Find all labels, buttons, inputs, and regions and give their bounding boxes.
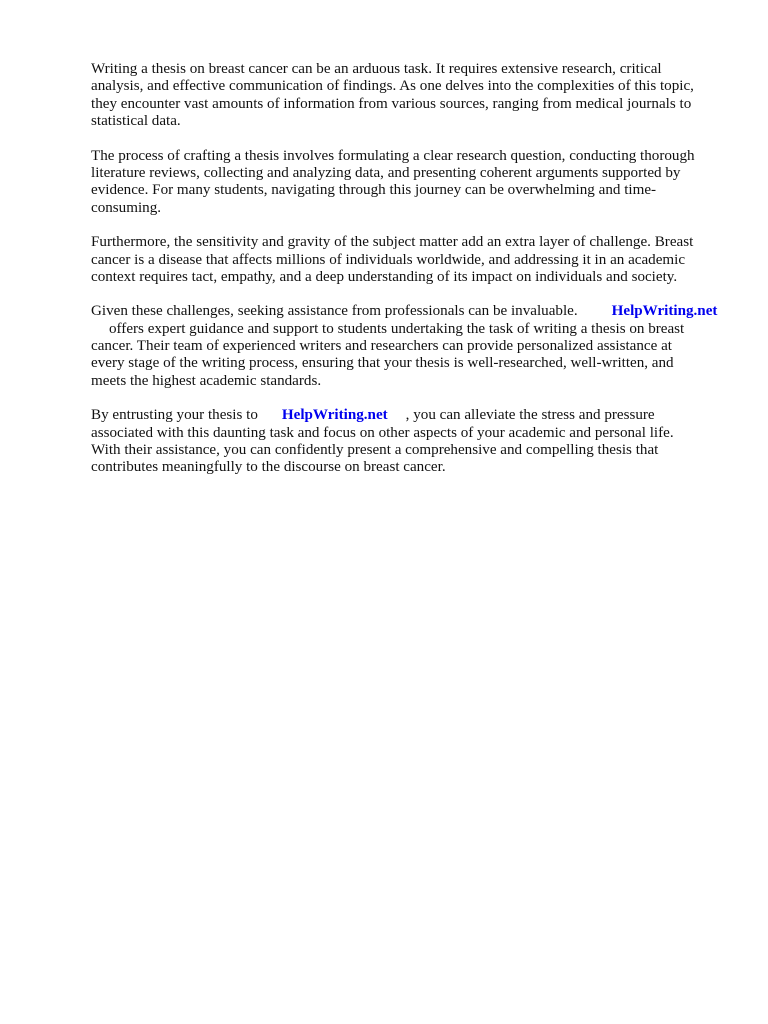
text-line: literature reviews, collecting and analyzing data, and presenting coherent arguments supported by	[91, 164, 681, 181]
text-line: Writing a thesis on breast cancer can be an arduous task. It requires extensive research, critical	[91, 61, 662, 77]
text-line	[91, 407, 731, 424]
document-page	[91, 61, 731, 494]
text-segment: , you can alleviate the stress and pressure	[405, 407, 655, 424]
text-line: evidence. For many students, navigating through this journey can be overwhelming and time-	[91, 182, 657, 199]
text-line: consuming.	[91, 199, 162, 216]
text-line: contributes meaningfully to the discourse on breast cancer.	[91, 459, 446, 476]
text-line: every stage of the writing process, ensuring that your thesis is well-researched, well-written, and	[91, 355, 674, 372]
text-line: cancer. Their team of experienced writers and researchers can provide personalized assistance at	[91, 338, 672, 355]
text-line: context requires tact, empathy, and a deep understanding of its impact on individuals and society.	[91, 268, 678, 285]
paragraph-intro	[91, 61, 731, 131]
text-line: cancer is a disease that affects millions of individuals worldwide, and addressing it in an academic	[91, 251, 686, 268]
text-line: analysis, and effective communication of findings. As one delves into the complexities of this topic,	[91, 78, 694, 95]
helpwriting-link[interactable]: HelpWriting.net	[611, 303, 718, 320]
paragraph-sensitivity	[91, 234, 731, 286]
helpwriting-link[interactable]: HelpWriting.net	[281, 407, 388, 424]
text-segment: Given these challenges, seeking assistance from professionals can be invaluable.	[91, 303, 578, 320]
text-line: they encounter vast amounts of information from various sources, ranging from medical journals to	[91, 95, 692, 112]
text-line: meets the highest academic standards.	[91, 372, 322, 389]
text-line: statistical data.	[91, 113, 181, 130]
text-segment: By entrusting your thesis to	[91, 407, 258, 424]
text-line	[91, 321, 731, 338]
text-line: With their assistance, you can confidently present a comprehensive and compelling thesis that	[91, 442, 659, 459]
text-segment: offers expert guidance and support to students undertaking the task of writing a thesis on breast	[109, 320, 685, 337]
text-line	[91, 303, 731, 320]
text-line: The process of crafting a thesis involves formulating a clear research question, conducting thorough	[91, 147, 695, 164]
paragraph-process	[91, 148, 731, 218]
text-line: Furthermore, the sensitivity and gravity of the subject matter add an extra layer of challenge. Breast	[91, 234, 694, 251]
paragraph-assistance	[91, 303, 731, 390]
text-line: associated with this daunting task and focus on other aspects of your academic and personal life.	[91, 424, 674, 441]
paragraph-conclusion	[91, 407, 731, 477]
